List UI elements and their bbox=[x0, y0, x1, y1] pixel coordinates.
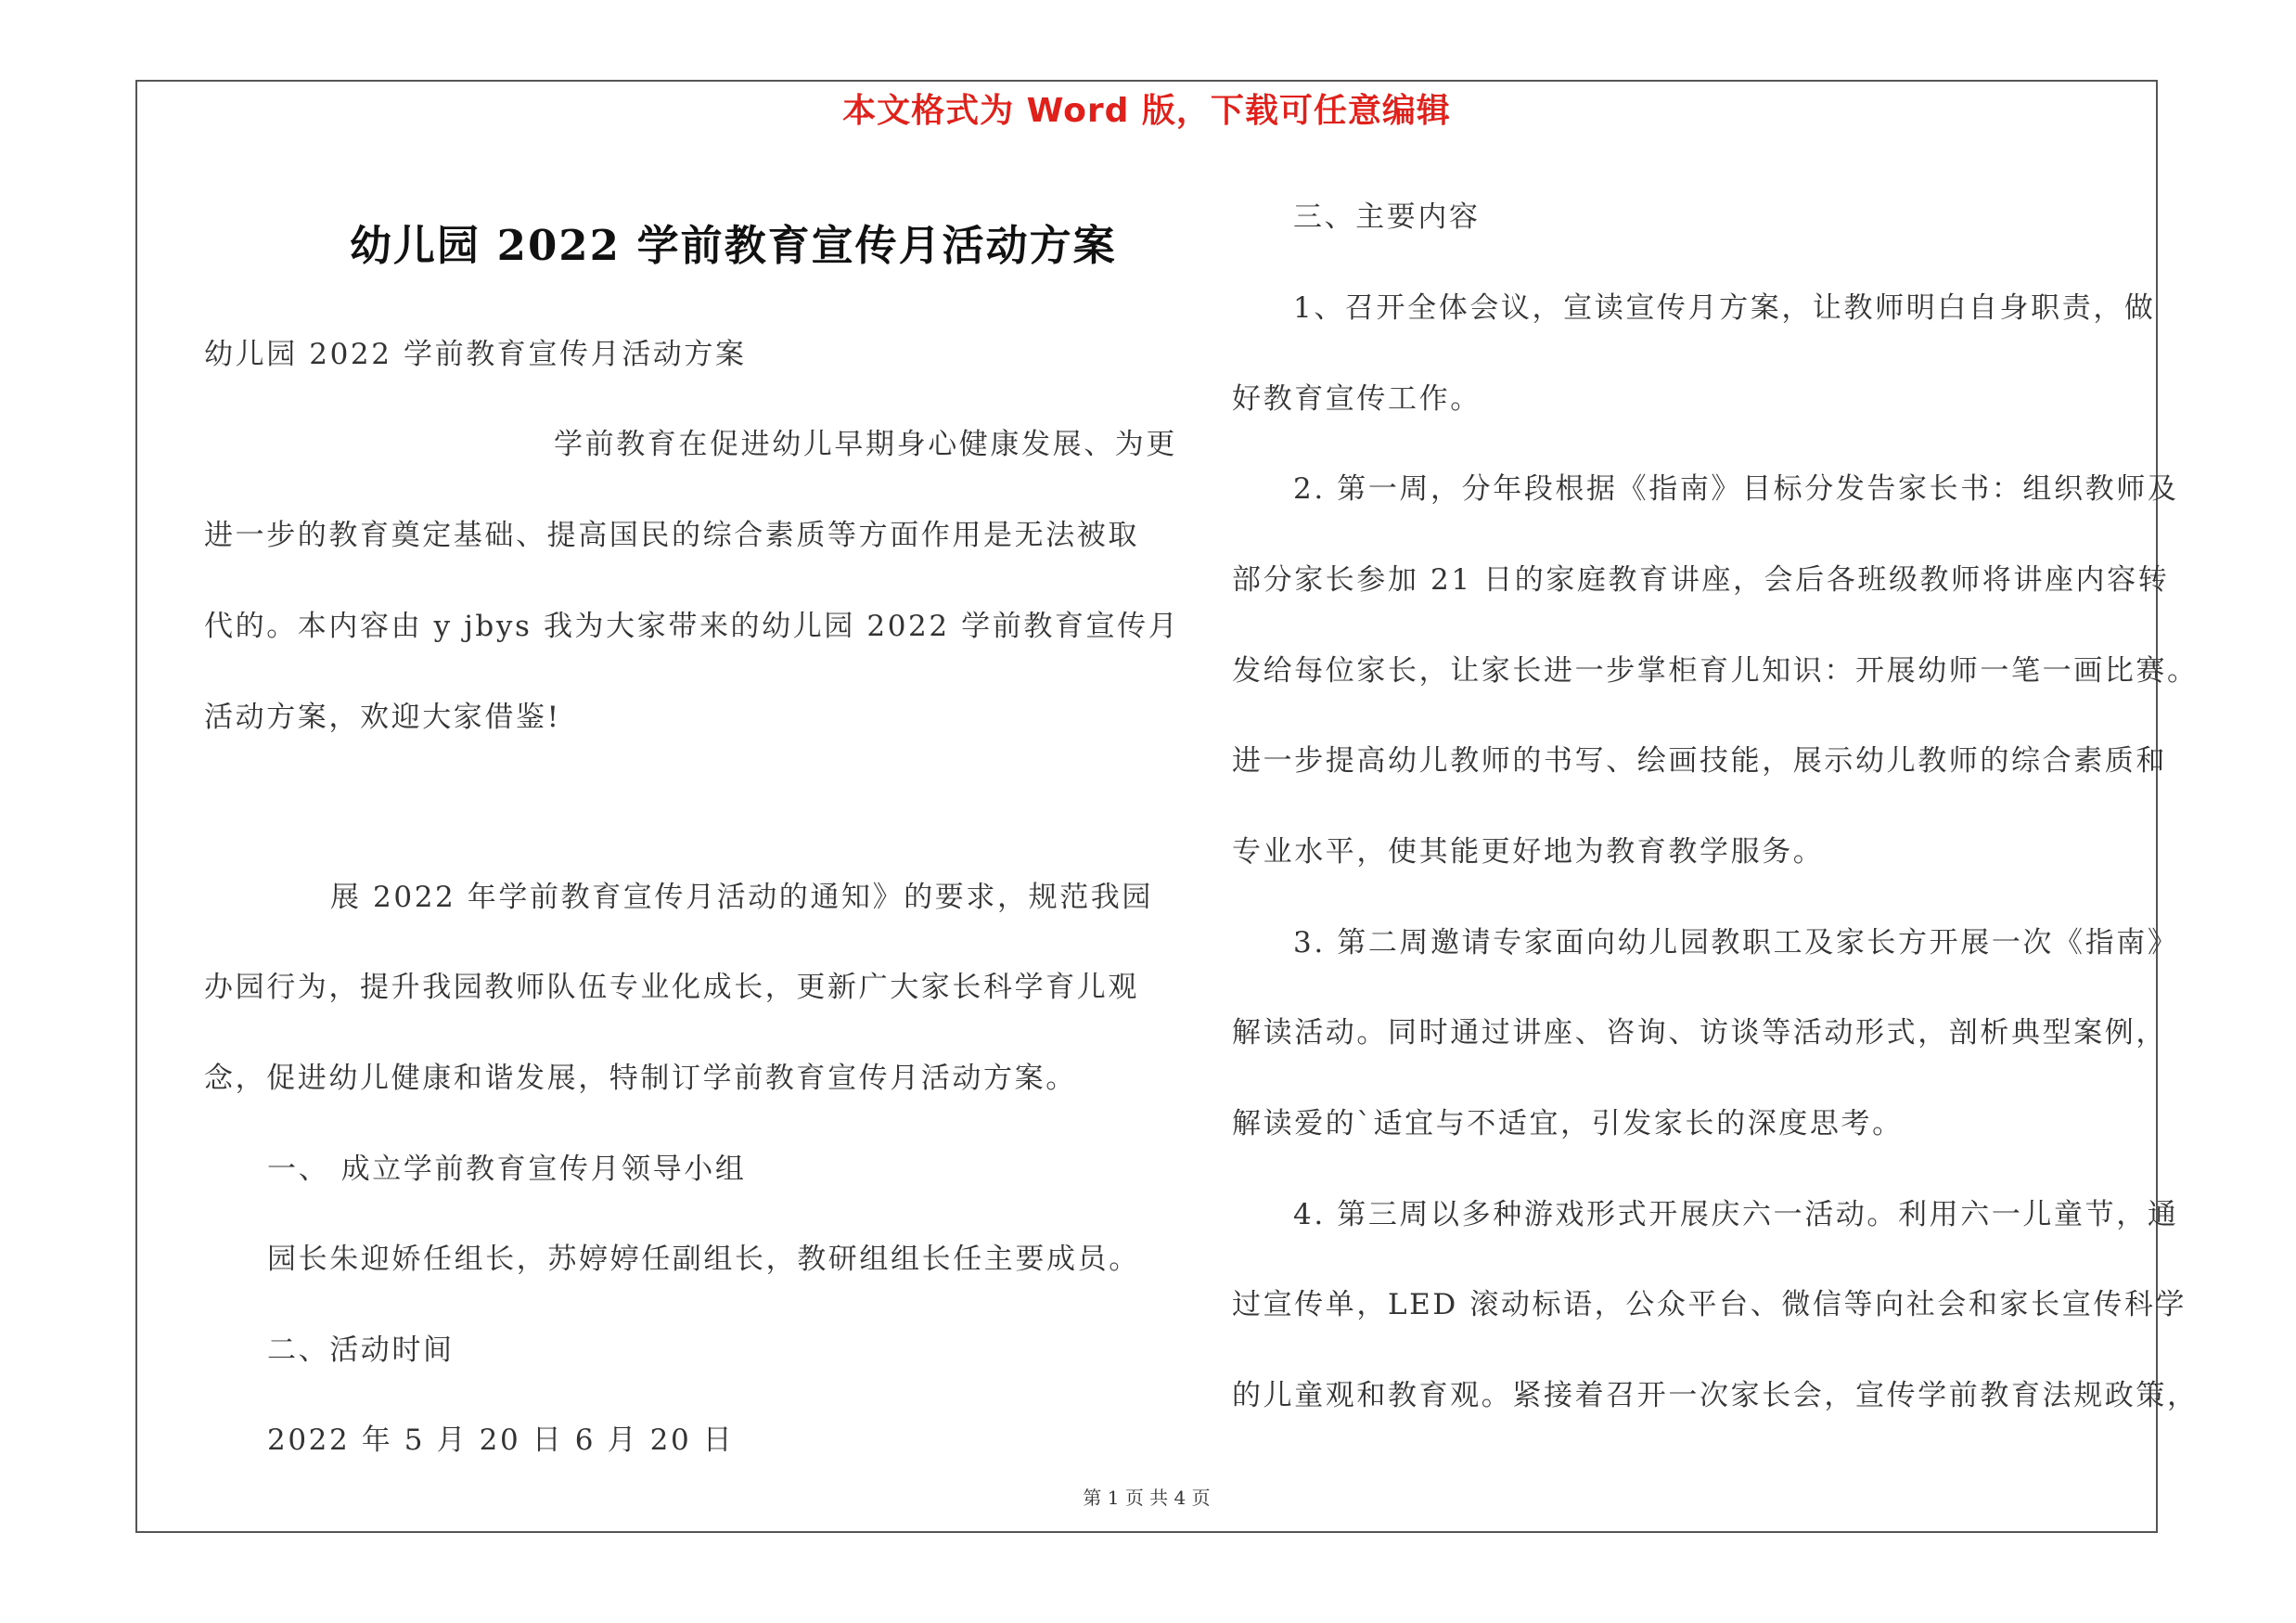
text-line: 活动方案，欢迎大家借鉴! bbox=[204, 701, 561, 734]
text-line: 发给每位家长，让家长进一步掌柜育儿知识：开展幼师一笔一画比赛。 bbox=[1232, 654, 2199, 688]
text-line: 办园行为，提升我园教师队伍专业化成长，更新广大家长科学育儿观 bbox=[204, 971, 1139, 1004]
page-frame bbox=[135, 80, 2199, 1533]
text-line: 的儿童观和教育观。紧接着召开一次家长会，宣传学前教育法规政策， bbox=[1232, 1379, 2199, 1412]
text-line: 学前教育在促进幼儿早期身心健康发展、为更 bbox=[554, 428, 1177, 461]
text-line: 念，促进幼儿健康和谐发展，特制订学前教育宣传月活动方案。 bbox=[204, 1062, 1077, 1095]
text-line: 3. 第二周邀请专家面向幼儿园教职工及家长方开展一次《指南》 bbox=[1293, 926, 2179, 960]
page-number-footer: 第 1 页 共 4 页 bbox=[1083, 1487, 1211, 1509]
text-line: 1、召开全体会议，宣读宣传月方案，让教师明白自身职责，做 bbox=[1293, 291, 2156, 325]
text-line: 代的。本内容由 y jbys 我为大家带来的幼儿园 2022 学前教育宣传月 bbox=[204, 610, 1180, 643]
text-line: 2. 第一周，分年段根据《指南》目标分发告家长书：组织教师及 bbox=[1293, 472, 2179, 506]
text-line: 解读爱的`适宜与不适宜，引发家长的深度思考。 bbox=[1232, 1107, 1904, 1140]
text-line: 好教育宣传工作。 bbox=[1232, 382, 1481, 416]
document-title: 幼儿园 2022 学前教育宣传月活动方案 bbox=[350, 221, 1117, 270]
text-line: 一、 成立学前教育宣传月领导小组 bbox=[267, 1153, 747, 1186]
text-line: 专业水平，使其能更好地为教育教学服务。 bbox=[1232, 835, 1825, 869]
text-line: 部分家长参加 21 日的家庭教育讲座，会后各班级教师将讲座内容转 bbox=[1232, 563, 2170, 597]
text-line: 展 2022 年学前教育宣传月活动的通知》的要求，规范我园 bbox=[330, 881, 1153, 914]
text-line: 2022 年 5 月 20 日 6 月 20 日 bbox=[267, 1423, 735, 1457]
text-line: 进一步的教育奠定基础、提高国民的综合素质等方面作用是无法被取 bbox=[204, 519, 1139, 552]
text-line: 二、活动时间 bbox=[267, 1333, 455, 1367]
text-line: 园长朱迎娇任组长，苏婷婷任副组长，教研组组长任主要成员。 bbox=[267, 1243, 1140, 1276]
text-line: 过宣传单，LED 滚动标语，公众平台、微信等向社会和家长宣传科学 bbox=[1232, 1288, 2187, 1321]
text-line: 4. 第三周以多种游戏形式开展庆六一活动。利用六一儿童节，通 bbox=[1293, 1198, 2179, 1231]
text-line: 三、主要内容 bbox=[1293, 200, 1481, 234]
word-format-banner: 本文格式为 Word 版，下载可任意编辑 bbox=[842, 92, 1451, 130]
text-line: 进一步提高幼儿教师的书写、绘画技能，展示幼儿教师的综合素质和 bbox=[1232, 744, 2167, 778]
text-line: 幼儿园 2022 学前教育宣传月活动方案 bbox=[204, 338, 747, 371]
text-line: 解读活动。同时通过讲座、咨询、访谈等活动形式，剖析典型案例， bbox=[1232, 1016, 2167, 1050]
